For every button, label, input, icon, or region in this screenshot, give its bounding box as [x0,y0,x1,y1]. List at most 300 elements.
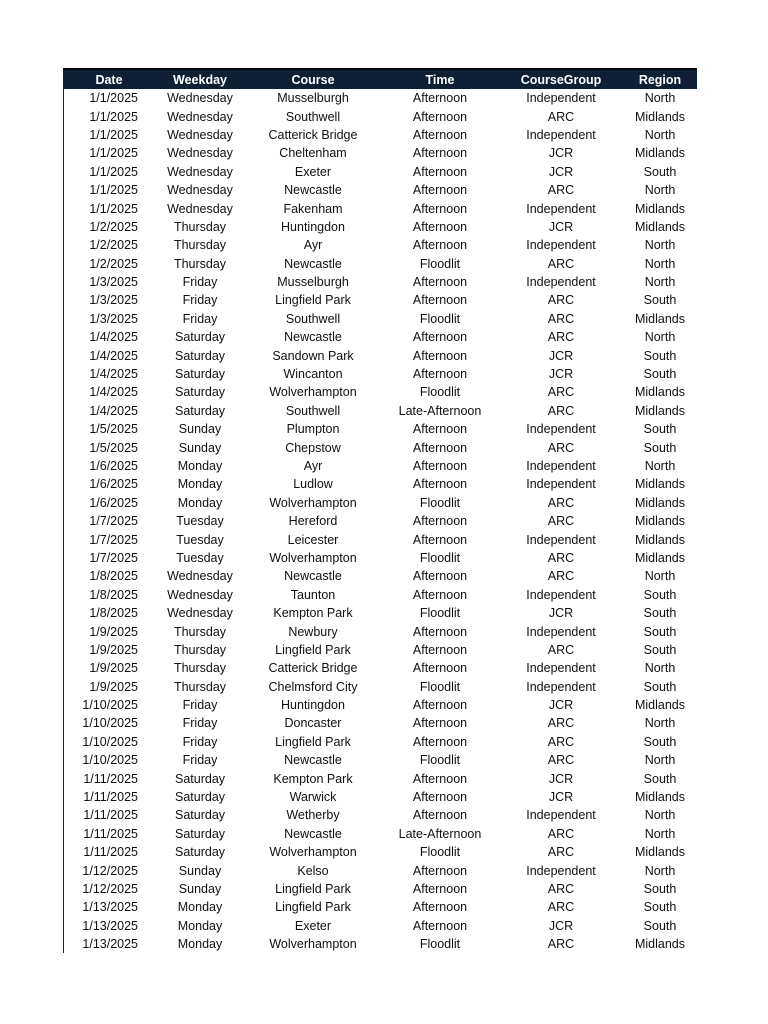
coursegroup-cell[interactable]: JCR [548,771,574,786]
time-cell[interactable]: Floodlit [419,311,461,326]
time-cell[interactable]: Afternoon [412,514,468,529]
weekday-cell[interactable]: Wednesday [167,109,233,124]
region-cell[interactable]: South [643,918,677,933]
coursegroup-cell[interactable]: ARC [547,937,575,952]
date-cell[interactable]: 1/4/2025 [89,403,138,418]
coursegroup-cell[interactable]: ARC [547,109,575,124]
coursegroup-cell[interactable]: Independent [526,127,596,142]
date-cell[interactable]: 1/4/2025 [89,385,138,400]
region-cell[interactable]: Midlands [634,514,686,529]
coursegroup-cell[interactable]: Independent [526,808,596,823]
course-cell[interactable]: Doncaster [284,716,342,731]
weekday-cell[interactable]: Saturday [174,826,226,841]
date-cell[interactable]: 1/7/2025 [89,514,138,529]
weekday-cell[interactable]: Wednesday [167,201,233,216]
region-cell[interactable]: Midlands [634,790,686,805]
time-cell[interactable]: Afternoon [412,109,468,124]
course-cell[interactable]: Catterick Bridge [268,661,358,676]
time-cell[interactable]: Afternoon [412,716,468,731]
time-cell[interactable]: Floodlit [419,495,461,510]
table-row [63,512,697,530]
weekday-cell[interactable]: Monday [177,459,223,473]
time-cell[interactable]: Afternoon [412,587,468,602]
course-cell[interactable]: Sandown Park [272,348,354,363]
time-cell[interactable]: Floodlit [419,256,461,271]
course-cell[interactable]: Catterick Bridge [268,127,358,142]
date-cell[interactable]: 1/3/2025 [89,293,138,308]
region-cell[interactable]: South [643,881,677,896]
coursegroup-cell[interactable]: ARC [547,642,575,657]
region-cell[interactable]: Midlands [634,201,686,216]
time-cell[interactable]: Floodlit [419,679,461,694]
date-cell[interactable]: 1/10/2025 [82,716,138,731]
time-cell[interactable]: Afternoon [412,532,468,547]
region-cell[interactable]: Midlands [634,477,686,492]
region-cell[interactable]: North [644,863,676,878]
course-cell[interactable]: Newcastle [284,569,342,584]
date-cell[interactable]: 1/5/2025 [89,422,138,437]
weekday-cell[interactable]: Thursday [173,238,227,253]
weekday-cell[interactable]: Saturday [174,403,226,418]
weekday-cell[interactable]: Thursday [173,642,227,657]
course-cell[interactable]: Wetherby [286,808,340,823]
course-cell[interactable]: Huntingdon [281,698,345,713]
date-cell[interactable]: 1/9/2025 [89,624,138,639]
date-cell[interactable]: 1/8/2025 [89,569,138,584]
course-cell[interactable]: Plumpton [286,422,340,437]
time-cell[interactable]: Afternoon [412,146,468,161]
date-cell[interactable]: 1/8/2025 [89,606,138,621]
course-cell[interactable]: Taunton [290,587,336,602]
coursegroup-cell[interactable]: Independent [526,679,596,694]
weekday-cell[interactable]: Wednesday [167,587,233,602]
date-cell[interactable]: 1/1/2025 [89,201,138,216]
region-cell[interactable]: South [643,771,677,786]
coursegroup-cell[interactable]: ARC [547,753,575,768]
column-header-date[interactable]: Date [63,69,155,89]
coursegroup-cell[interactable]: JCR [548,164,574,179]
weekday-cell[interactable]: Tuesday [176,532,224,547]
date-cell[interactable]: 1/2/2025 [89,219,138,234]
time-cell[interactable]: Afternoon [412,771,468,786]
weekday-cell[interactable]: Wednesday [167,127,233,142]
coursegroup-cell[interactable]: ARC [547,183,575,198]
weekday-cell[interactable]: Thursday [173,256,227,271]
coursegroup-cell[interactable]: ARC [547,495,575,510]
table-row [63,549,697,567]
date-cell[interactable]: 1/7/2025 [89,550,138,565]
weekday-cell[interactable]: Friday [182,753,218,768]
time-cell[interactable]: Afternoon [412,91,468,106]
region-cell[interactable]: South [643,734,677,749]
course-cell[interactable]: Leicester [287,532,339,547]
region-cell[interactable]: South [643,900,677,915]
table-row [63,935,697,953]
time-cell[interactable]: Afternoon [412,367,468,382]
date-cell[interactable]: 1/6/2025 [89,495,138,510]
region-cell[interactable]: North [644,826,676,841]
region-cell[interactable]: Midlands [634,146,686,161]
region-cell[interactable]: Midlands [634,845,686,860]
region-cell[interactable]: Midlands [634,403,686,418]
region-cell[interactable]: North [644,238,676,253]
date-cell[interactable]: 1/1/2025 [89,164,138,179]
weekday-cell[interactable]: Monday [177,918,223,933]
region-cell[interactable]: North [644,256,676,271]
coursegroup-cell[interactable]: Independent [526,661,596,676]
weekday-cell[interactable]: Wednesday [167,569,233,584]
table-row [63,843,697,861]
course-cell[interactable]: Musselburgh [277,275,349,290]
course-cell[interactable]: Ludlow [293,477,333,492]
weekday-cell[interactable]: Thursday [173,679,227,694]
region-cell[interactable]: South [643,293,677,308]
weekday-cell[interactable]: Wednesday [167,606,233,621]
course-cell[interactable]: Ayr [303,238,323,253]
region-cell[interactable]: North [644,661,676,676]
date-cell[interactable]: 1/12/2025 [82,863,138,878]
weekday-cell[interactable]: Sunday [178,863,222,878]
time-cell[interactable]: Afternoon [412,863,468,878]
date-cell[interactable]: 1/11/2025 [83,790,138,805]
table-row [63,218,697,236]
coursegroup-cell[interactable]: ARC [547,845,575,860]
weekday-cell[interactable]: Saturday [174,790,226,805]
date-cell[interactable]: 1/1/2025 [89,91,138,106]
region-cell[interactable]: Midlands [634,698,686,713]
column-header-coursegroup[interactable]: CourseGroup [499,69,623,89]
weekday-cell[interactable]: Saturday [174,367,226,382]
time-cell[interactable]: Afternoon [412,569,468,584]
weekday-cell[interactable]: Friday [182,275,218,290]
coursegroup-cell[interactable]: Independent [526,422,596,437]
coursegroup-cell[interactable]: ARC [547,881,575,896]
coursegroup-cell[interactable]: ARC [547,330,575,345]
weekday-cell[interactable]: Monday [177,495,223,510]
time-cell[interactable]: Floodlit [419,550,461,565]
weekday-cell[interactable]: Tuesday [176,514,224,529]
table-row [63,383,697,401]
course-cell[interactable]: Ayr [303,459,323,473]
region-cell[interactable]: Midlands [634,385,686,400]
course-cell[interactable]: Chepstow [285,440,341,455]
region-cell[interactable]: South [643,348,677,363]
coursegroup-cell[interactable]: ARC [547,569,575,584]
weekday-cell[interactable]: Wednesday [167,146,233,161]
time-cell[interactable]: Afternoon [412,477,468,492]
weekday-cell[interactable]: Sunday [178,422,222,437]
course-cell[interactable]: Newbury [288,624,338,639]
coursegroup-cell[interactable]: Independent [526,201,596,216]
time-cell[interactable]: Afternoon [412,698,468,713]
date-cell[interactable]: 1/4/2025 [89,367,138,382]
course-cell[interactable]: Hereford [288,514,338,529]
time-cell[interactable]: Afternoon [412,330,468,345]
time-cell[interactable]: Afternoon [412,219,468,234]
course-cell[interactable]: Wolverhampton [269,845,357,860]
date-cell[interactable]: 1/12/2025 [82,881,138,896]
date-cell[interactable]: 1/9/2025 [89,642,138,657]
table-row [63,530,697,548]
region-cell[interactable]: Midlands [634,109,686,124]
coursegroup-cell[interactable]: Independent [526,459,596,473]
region-cell[interactable]: Midlands [634,550,686,565]
region-cell[interactable]: Midlands [634,532,686,547]
course-cell[interactable]: Newcastle [284,256,342,271]
coursegroup-cell[interactable]: ARC [547,826,575,841]
coursegroup-cell[interactable]: Independent [526,624,596,639]
time-cell[interactable]: Afternoon [412,459,468,473]
date-cell[interactable]: 1/4/2025 [89,348,138,363]
time-cell[interactable]: Afternoon [412,201,468,216]
region-cell[interactable]: North [644,753,676,768]
weekday-cell[interactable]: Saturday [174,348,226,363]
date-cell[interactable]: 1/1/2025 [89,109,138,124]
region-cell[interactable]: Midlands [634,937,686,952]
coursegroup-cell[interactable]: ARC [547,385,575,400]
date-cell[interactable]: 1/6/2025 [89,459,138,473]
weekday-cell[interactable]: Friday [182,734,218,749]
region-cell[interactable]: North [644,330,676,345]
date-cell[interactable]: 1/10/2025 [82,698,138,713]
weekday-cell[interactable]: Wednesday [167,164,233,179]
region-cell[interactable]: North [644,459,676,473]
course-cell[interactable]: Southwell [285,311,341,326]
column-header-region[interactable]: Region [623,69,697,89]
course-cell[interactable]: Exeter [294,918,332,933]
time-cell[interactable]: Afternoon [412,422,468,437]
date-cell[interactable]: 1/2/2025 [89,256,138,271]
time-cell[interactable]: Floodlit [419,845,461,860]
region-cell[interactable]: South [643,367,677,382]
weekday-cell[interactable]: Sunday [178,440,222,455]
coursegroup-cell[interactable]: JCR [548,367,574,382]
weekday-cell[interactable]: Friday [182,698,218,713]
column-header-time[interactable]: Time [381,69,499,89]
coursegroup-cell[interactable]: Independent [526,275,596,290]
date-cell[interactable]: 1/6/2025 [89,477,138,492]
coursegroup-cell[interactable]: ARC [547,734,575,749]
course-cell[interactable]: Newcastle [284,183,342,198]
region-cell[interactable]: South [643,422,677,437]
weekday-cell[interactable]: Saturday [174,330,226,345]
coursegroup-cell[interactable]: ARC [547,403,575,418]
course-cell[interactable]: Warwick [289,790,337,805]
course-cell[interactable]: Newcastle [284,753,342,768]
region-cell[interactable]: South [643,679,677,694]
date-cell[interactable]: 1/11/2025 [83,826,138,841]
weekday-cell[interactable]: Saturday [174,385,226,400]
time-cell[interactable]: Afternoon [412,183,468,198]
weekday-cell[interactable]: Tuesday [176,550,224,565]
course-cell[interactable]: Chelmsford City [268,679,358,694]
time-cell[interactable]: Floodlit [419,937,461,952]
date-cell[interactable]: 1/11/2025 [83,845,138,860]
region-cell[interactable]: Midlands [634,311,686,326]
course-cell[interactable]: Exeter [294,164,332,179]
course-cell[interactable]: Kelso [297,863,329,878]
date-cell[interactable]: 1/10/2025 [82,734,138,749]
date-cell[interactable]: 1/9/2025 [89,679,138,694]
weekday-cell[interactable]: Saturday [174,845,226,860]
date-cell[interactable]: 1/2/2025 [89,238,138,253]
time-cell[interactable]: Afternoon [412,900,468,915]
weekday-cell[interactable]: Friday [182,311,218,326]
course-cell[interactable]: Lingfield Park [275,881,351,896]
region-cell[interactable]: North [644,716,676,731]
table-row [63,144,697,162]
course-cell[interactable]: Cheltenham [279,146,347,161]
course-cell[interactable]: Wolverhampton [269,550,357,565]
coursegroup-cell[interactable]: JCR [548,698,574,713]
weekday-cell[interactable]: Sunday [178,881,222,896]
time-cell[interactable]: Late-Afternoon [398,403,482,418]
region-cell[interactable]: Midlands [634,495,686,510]
coursegroup-cell[interactable]: ARC [547,514,575,529]
coursegroup-cell[interactable]: Independent [526,863,596,878]
weekday-cell[interactable]: Monday [177,477,223,492]
coursegroup-cell[interactable]: ARC [547,440,575,455]
time-cell[interactable]: Afternoon [412,808,468,823]
date-cell[interactable]: 1/3/2025 [89,275,138,290]
coursegroup-cell[interactable]: ARC [547,311,575,326]
course-cell[interactable]: Wolverhampton [269,937,357,952]
weekday-cell[interactable]: Thursday [173,661,227,676]
weekday-cell[interactable]: Wednesday [167,183,233,198]
column-header-course[interactable]: Course [245,69,381,89]
time-cell[interactable]: Afternoon [412,275,468,290]
date-cell[interactable]: 1/11/2025 [83,771,138,786]
date-cell[interactable]: 1/4/2025 [89,330,138,345]
coursegroup-cell[interactable]: ARC [547,256,575,271]
coursegroup-cell[interactable]: Independent [526,91,596,106]
course-cell[interactable]: Wincanton [283,367,343,382]
date-cell[interactable]: 1/13/2025 [82,900,138,915]
time-cell[interactable]: Afternoon [412,661,468,676]
course-cell[interactable]: Musselburgh [277,91,349,106]
course-cell[interactable]: Kempton Park [273,771,353,786]
coursegroup-cell[interactable]: ARC [547,550,575,565]
time-cell[interactable]: Afternoon [412,440,468,455]
time-cell[interactable]: Floodlit [419,753,461,768]
weekday-cell[interactable]: Monday [177,900,223,915]
coursegroup-cell[interactable]: JCR [548,918,574,933]
course-cell[interactable]: Kempton Park [273,606,353,621]
course-cell[interactable]: Lingfield Park [275,642,351,657]
region-cell[interactable]: South [643,624,677,639]
coursegroup-cell[interactable]: JCR [548,146,574,161]
coursegroup-cell[interactable]: ARC [547,716,575,731]
region-cell[interactable]: North [644,91,676,106]
date-cell[interactable]: 1/7/2025 [89,532,138,547]
time-cell[interactable]: Afternoon [412,881,468,896]
course-cell[interactable]: Southwell [285,109,341,124]
coursegroup-cell[interactable]: ARC [547,293,575,308]
weekday-cell[interactable]: Saturday [174,771,226,786]
region-cell[interactable]: South [643,164,677,179]
course-cell[interactable]: Wolverhampton [269,495,357,510]
weekday-cell[interactable]: Saturday [174,808,226,823]
coursegroup-cell[interactable]: Independent [526,587,596,602]
table-row [63,641,697,659]
course-cell[interactable]: Newcastle [284,330,342,345]
course-cell[interactable]: Newcastle [284,826,342,841]
date-cell[interactable]: 1/10/2025 [82,753,138,768]
time-cell[interactable]: Afternoon [412,624,468,639]
region-cell[interactable]: South [643,587,677,602]
region-cell[interactable]: South [643,606,677,621]
weekday-cell[interactable]: Monday [177,937,223,952]
time-cell[interactable]: Afternoon [412,348,468,363]
course-cell[interactable]: Wolverhampton [269,385,357,400]
time-cell[interactable]: Afternoon [412,238,468,253]
time-cell[interactable]: Afternoon [412,734,468,749]
coursegroup-cell[interactable]: Independent [526,532,596,547]
header-row [63,69,697,89]
date-cell[interactable]: 1/5/2025 [89,440,138,455]
coursegroup-cell[interactable]: JCR [548,219,574,234]
time-cell[interactable]: Afternoon [412,164,468,179]
region-cell[interactable]: North [644,808,676,823]
weekday-cell[interactable]: Friday [182,293,218,308]
date-cell[interactable]: 1/3/2025 [89,311,138,326]
weekday-cell[interactable]: Friday [182,716,218,731]
weekday-cell[interactable]: Thursday [173,624,227,639]
date-cell[interactable]: 1/13/2025 [82,918,138,933]
region-cell[interactable]: South [643,440,677,455]
region-cell[interactable]: North [644,127,676,142]
course-cell[interactable]: Lingfield Park [275,734,351,749]
region-cell[interactable]: South [643,642,677,657]
region-cell[interactable]: North [644,275,676,290]
date-cell[interactable]: 1/13/2025 [82,937,138,952]
course-cell[interactable]: Lingfield Park [275,293,351,308]
region-cell[interactable]: Midlands [634,219,686,234]
course-cell[interactable]: Huntingdon [281,219,345,234]
time-cell[interactable]: Afternoon [412,293,468,308]
weekday-cell[interactable]: Wednesday [167,91,233,106]
date-cell[interactable]: 1/1/2025 [89,127,138,142]
time-cell[interactable]: Afternoon [412,642,468,657]
time-cell[interactable]: Floodlit [419,385,461,400]
time-cell[interactable]: Afternoon [412,127,468,142]
coursegroup-cell[interactable]: JCR [548,790,574,805]
course-cell[interactable]: Fakenham [283,201,343,216]
time-cell[interactable]: Floodlit [419,606,461,621]
weekday-cell[interactable]: Thursday [173,219,227,234]
coursegroup-cell[interactable]: JCR [548,606,574,621]
course-cell[interactable]: Southwell [285,403,341,418]
date-cell[interactable]: 1/9/2025 [89,661,138,676]
date-cell[interactable]: 1/1/2025 [89,183,138,198]
column-header-weekday[interactable]: Weekday [155,69,245,89]
course-cell[interactable]: Lingfield Park [275,900,351,915]
coursegroup-cell[interactable]: JCR [548,348,574,363]
date-cell[interactable]: 1/11/2025 [83,808,138,823]
coursegroup-cell[interactable]: ARC [547,900,575,915]
table-row [63,678,697,696]
date-cell[interactable]: 1/1/2025 [89,146,138,161]
time-cell[interactable]: Afternoon [412,790,468,805]
time-cell[interactable]: Late-Afternoon [398,826,482,841]
date-cell[interactable]: 1/8/2025 [89,587,138,602]
coursegroup-cell[interactable]: Independent [526,238,596,253]
region-cell[interactable]: North [644,183,676,198]
time-cell[interactable]: Afternoon [412,918,468,933]
coursegroup-cell[interactable]: Independent [526,477,596,492]
table-row [63,586,697,604]
region-cell[interactable]: North [644,569,676,584]
